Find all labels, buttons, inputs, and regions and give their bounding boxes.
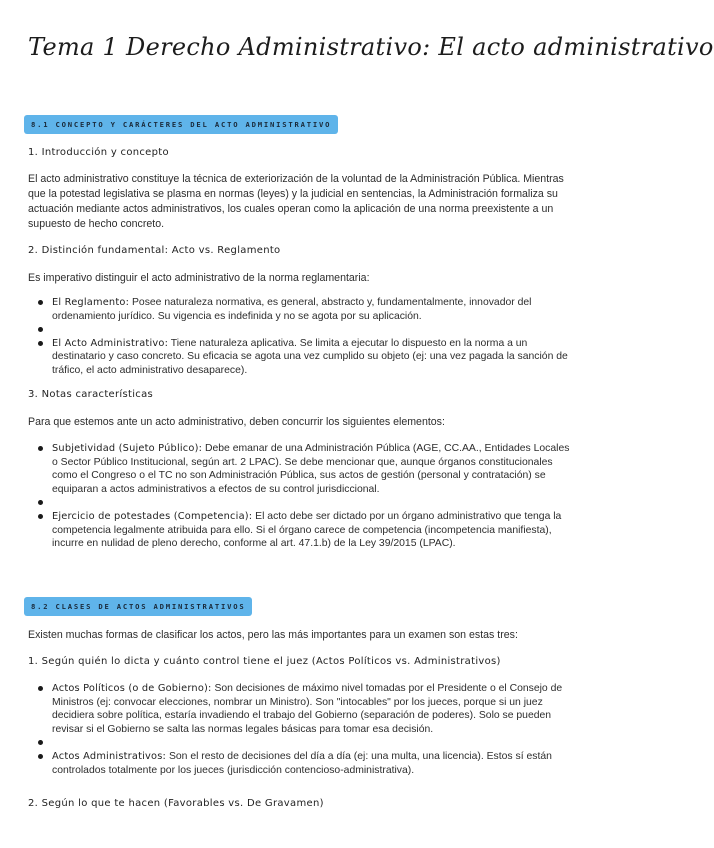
term-subjetividad: Subjetividad (Sujeto Público): [52, 443, 203, 454]
heading-distincion: 2. Distinción fundamental: Acto vs. Reglamento [28, 245, 281, 256]
text-reglamento: Posee naturaleza normativa, es general, abstracto y, fundamentalmente, innovador del ordenamiento jurídico. Su vigencia es indefinida y no se agota por su aplicación. [52, 297, 532, 322]
paragraph-concepto: El acto administrativo constituye la técnica de exteriorización de la voluntad de la Administración Pública. Mientras que la potestad legislativa se plasma en normas (leyes) y la judicial en sentencias, la Administración formaliza su actuación mediante actos administrativos, los cuales operan como la aplicación de una norma preexistente a un supuesto de hecho concreto. [28, 173, 564, 230]
list-item-empty [38, 736, 570, 750]
list-actos-politicos [38, 682, 570, 777]
paragraph-clases-intro: Existen muchas formas de clasificar los actos, pero las más importantes para un examen son estas tres: [28, 629, 518, 641]
list-item-empty [38, 496, 570, 510]
heading-favorables: 2. Según lo que te hacen (Favorables vs. De Gravamen) [28, 798, 324, 809]
term-potestades: Ejercicio de potestades (Competencia): [52, 510, 253, 522]
list-item [38, 296, 570, 323]
section-tag-8-2: 8.2 CLASES DE ACTOS ADMINISTRATIVOS [24, 597, 252, 616]
term-reglamento: El Reglamento: [52, 297, 130, 308]
paragraph-distincion-intro: Es imperativo distinguir el acto administrativo de la norma reglamentaria: [28, 272, 370, 284]
list-item [38, 442, 570, 496]
list-item [38, 682, 570, 736]
text-acto-administrativo: Tiene naturaleza aplicativa. Se limita a ejecutar lo dispuesto en la norma a un destinatario y caso concreto. Su eficacia se agota una vez cumplido su objeto (ej: una vez pagada la sanción de tráfico, el acto administrativo desaparece). [52, 337, 568, 376]
paragraph-notas-intro: Para que estemos ante un acto administrativo, deben concurrir los siguientes elementos: [28, 416, 445, 428]
heading-introduccion: 1. Introducción y concepto [28, 147, 169, 158]
list-item [38, 510, 570, 551]
list-item [38, 750, 570, 777]
page-title: Tema 1 Derecho Administrativo: El acto administrativo [28, 33, 714, 61]
list-notas-caracteristicas [38, 442, 570, 551]
term-actos-administrativos: Actos Administrativos: [52, 750, 167, 762]
list-item-empty [38, 323, 570, 337]
term-actos-politicos: Actos Políticos (o de Gobierno): [52, 683, 212, 694]
term-acto-administrativo: El Acto Administrativo: [52, 337, 169, 349]
text-actos-politicos: Son decisiones de máximo nivel tomadas por el Presidente o el Consejo de Ministros (ej: convocar elecciones, nombrar un Ministro). Son "intocables" por los jueces, porque si un juez decidiera sobre política, estaría invadiendo el trabajo del Gobierno (separación de poderes). Solo se pueden revisar si el Gobierno se salta las normas legales básicas para tomar esa decisión. [52, 683, 563, 735]
list-item [38, 337, 570, 378]
list-acto-vs-reglamento [38, 296, 570, 378]
text-actos-administrativos: Son el resto de decisiones del día a día (ej: una multa, una licencia). Estos sí están controlados totalmente por los jueces (jurisdicción contencioso-administrativa). [52, 750, 552, 776]
text-subjetividad: Debe emanar de una Administración Pública (AGE, CC.AA., Entidades Locales o Sector Público Institucional, según art. 2 LPAC). Se debe mencionar que, aunque órganos constitucionales como el Congreso o el TC no son Administración Pública, sus actos de gestión (personal y contratación) se equiparan a actos administrativos a efectos de su control jurisdiccional. [52, 443, 570, 495]
section-tag-8-1: 8.1 CONCEPTO Y CARÁCTERES DEL ACTO ADMINISTRATIVO [24, 115, 338, 134]
heading-notas: 3. Notas características [28, 389, 154, 400]
text-potestades: El acto debe ser dictado por un órgano administrativo que tenga la competencia legalmente atribuida para ello. Si el órgano carece de competencia (incompetencia manifiesta), incurre en nulidad de pleno derecho, conforme al art. 47.1.b) de la Ley 39/2015 (LPAC). [52, 510, 562, 550]
heading-actos-politicos: 1. Según quién lo dicta y cuánto control tiene el juez (Actos Políticos vs. Administrativos) [28, 656, 501, 667]
